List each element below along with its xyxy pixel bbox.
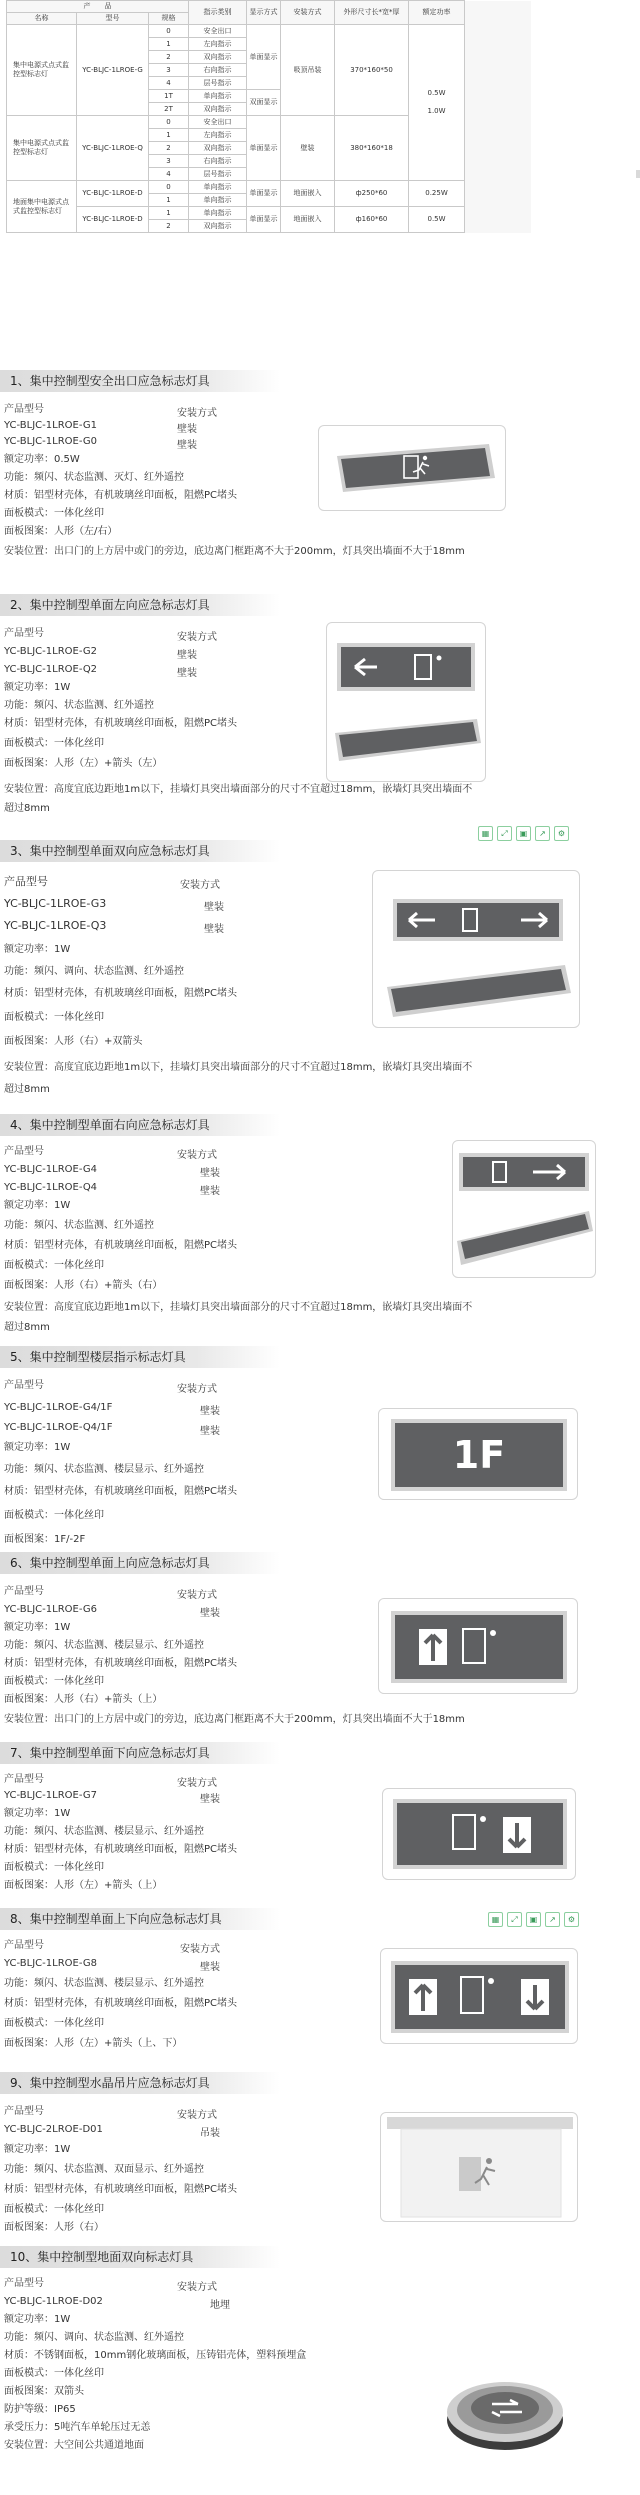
g3-power: 0.25W <box>409 181 465 207</box>
model-number: YC-BLJC-1LROE-G7 <box>4 1790 97 1801</box>
g2-code: 2 <box>149 142 189 155</box>
spec-line: 安装位置：高度宜底边距地1m以下，挂墙灯具突出墙面部分的尺寸不宜超过18mm，嵌墙灯具突出墙面不 <box>4 1302 473 1313</box>
model-number: YC-BLJC-1LROE-G1 <box>4 420 97 431</box>
section-title: 3、集中控制型单面双向应急标志灯具 <box>0 840 280 862</box>
g3-code: 0 <box>149 181 189 194</box>
install-type: 壁装 <box>200 1962 220 1973</box>
g3-code: 2 <box>149 220 189 233</box>
settings-icon[interactable]: ⚙ <box>564 1912 579 1927</box>
spec-line: 面板图案：人形（右） <box>4 2222 104 2233</box>
qr-icon[interactable]: ▦ <box>478 826 493 841</box>
spec-line: 功能：频闪、状态监测、红外遥控 <box>4 1220 154 1231</box>
up-sign-photo <box>378 1598 578 1694</box>
install-header: 安装方式 <box>177 2282 217 2293</box>
install-type: 壁装 <box>204 902 224 913</box>
spec-line: 超过8mm <box>4 1084 50 1095</box>
left-sign-photo <box>326 622 486 782</box>
spec-line: 面板图案：1F/-2F <box>4 1534 86 1545</box>
model-header: 产品型号 <box>4 1774 44 1785</box>
install-type: 壁装 <box>200 1426 220 1437</box>
model-header: 产品型号 <box>4 404 44 415</box>
g1-ind: 安全出口 <box>189 25 247 38</box>
spec-line: 面板模式：一体化丝印 <box>4 1510 104 1521</box>
spec-line: 面板图案：双箭头 <box>4 2386 84 2397</box>
section-title: 8、集中控制型单面上下向应急标志灯具 <box>0 1908 280 1930</box>
g1-ind: 双向指示 <box>189 103 247 116</box>
g1-model: YC-BLJC-1LROE-G <box>77 25 149 116</box>
section-title: 7、集中控制型单面下向应急标志灯具 <box>0 1742 280 1764</box>
model-number: YC-BLJC-1LROE-G3 <box>4 897 107 910</box>
spec-line: 面板模式：一体化丝印 <box>4 508 104 519</box>
spec-line: 额定功率：1W <box>4 1442 71 1453</box>
install-header: 安装方式 <box>177 1150 217 1161</box>
model-number: YC-BLJC-1LROE-G8 <box>4 1958 97 1969</box>
spec-line: 安装位置：高度宜底边距地1m以下，挂墙灯具突出墙面部分的尺寸不宜超过18mm，嵌墙灯具突出墙面不 <box>4 1062 473 1073</box>
g3-model-b: YC-BLJC-1LROE-D <box>77 207 149 233</box>
spec-line: 功能：频闪、状态监测、双面显示、红外遥控 <box>4 2164 204 2175</box>
spec-line: 安装位置：出口门的上方居中或门的旁边，底边离门框距离不大于200mm，灯具突出墙面不大于18mm <box>4 546 465 557</box>
g2-ind: 安全出口 <box>189 116 247 129</box>
spec-line: 功能：频闪、状态监测、灭灯、红外遥控 <box>4 472 184 483</box>
install-header: 安装方式 <box>177 1778 217 1789</box>
model-number: YC-BLJC-1LROE-G2 <box>4 646 97 657</box>
g3-code: 1 <box>149 194 189 207</box>
model-number: YC-BLJC-1LROE-G6 <box>4 1604 97 1615</box>
updown-sign-image <box>381 1949 579 2045</box>
spec-line: 超过8mm <box>4 1322 50 1333</box>
spec-line: 安装位置：高度宜底边距地1m以下，挂墙灯具突出墙面部分的尺寸不宜超过18mm，嵌墙灯具突出墙面不 <box>4 784 473 795</box>
spec-line: 功能：频闪、状态监测、楼层显示、红外遥控 <box>4 1464 204 1475</box>
spec-line: 面板模式：一体化丝印 <box>4 1260 104 1271</box>
model-number: YC-BLJC-1LROE-G4 <box>4 1164 97 1175</box>
spec-line: 功能：频闪、调向、状态监测、红外遥控 <box>4 966 184 977</box>
g1-ind: 双向指示 <box>189 51 247 64</box>
g3-ind: 双向指示 <box>189 220 247 233</box>
g2-model: YC-BLJC-1LROE-Q <box>77 116 149 181</box>
right-sign-image <box>453 1141 597 1279</box>
updown-sign-photo <box>380 1948 578 2044</box>
spec-line: 面板模式：一体化丝印 <box>4 1676 104 1687</box>
install-header: 安装方式 <box>177 632 217 643</box>
spec-line: 材质：不锈钢面板，10mm钢化玻璃面板，压铸铝壳体，塑料预埋盒 <box>4 2350 307 2361</box>
g2-size: 380*160*18 <box>335 116 409 181</box>
g1-code: 2T <box>149 103 189 116</box>
image-icon[interactable]: ▣ <box>516 826 531 841</box>
power-a: 0.5W <box>427 89 446 97</box>
share-icon[interactable]: ↗ <box>535 826 550 841</box>
model-number: YC-BLJC-1LROE-D02 <box>4 2296 103 2307</box>
g3-power: 0.5W <box>409 207 465 233</box>
g3-size: ф250*60 <box>335 181 409 207</box>
spec-line: 材质：铝型材壳体，有机玻璃丝印面板，阻燃PC堵头 <box>4 1844 238 1855</box>
section-title: 5、集中控制型楼层指示标志灯具 <box>0 1346 280 1368</box>
double-sign-photo <box>372 870 580 1028</box>
install-type: 壁装 <box>177 650 197 661</box>
down-sign-image <box>383 1789 577 1881</box>
section-title: 4、集中控制型单面右向应急标志灯具 <box>0 1114 280 1136</box>
spec-line: 安装位置：出口门的上方居中或门的旁边，底边离门框距离不大于200mm，灯具突出墙面不大于18mm <box>4 1714 465 1725</box>
image-toolbar <box>478 826 569 841</box>
spec-line: 材质：铝型材壳体，有机玻璃丝印面板，阻燃PC堵头 <box>4 1998 238 2009</box>
g2-display: 单面显示 <box>247 116 281 181</box>
install-type: 壁装 <box>177 440 197 451</box>
page-scroll-marker <box>636 170 640 178</box>
model-header: 产品型号 <box>4 2278 44 2289</box>
model-number: YC-BLJC-1LROE-Q3 <box>4 919 107 932</box>
spec-line: 超过8mm <box>4 803 50 814</box>
spec-line: 面板图案：人形（左）+箭头（上、下） <box>4 2038 183 2049</box>
model-header: 产品型号 <box>4 1380 44 1391</box>
spec-line: 面板模式：一体化丝印 <box>4 2018 104 2029</box>
th-display: 显示方式 <box>247 1 281 25</box>
model-number: YC-BLJC-1LROE-Q4/1F <box>4 1422 113 1433</box>
spec-line: 面板模式：一体化丝印 <box>4 2368 104 2379</box>
spec-line: 额定功率：1W <box>4 1622 71 1633</box>
section-title: 10、集中控制型地面双向标志灯具 <box>0 2246 280 2268</box>
spec-line: 功能：频闪、状态监测、楼层显示、红外遥控 <box>4 1978 204 1989</box>
model-header: 产品型号 <box>4 628 44 639</box>
model-number: YC-BLJC-1LROE-Q2 <box>4 664 98 675</box>
share-icon[interactable]: ↗ <box>545 1912 560 1927</box>
g1-code: 1T <box>149 90 189 103</box>
g1-display-b: 双面显示 <box>247 90 281 116</box>
g1-code: 1 <box>149 38 189 51</box>
left-sign-image <box>327 623 487 783</box>
expand-icon[interactable]: ⤢ <box>507 1912 522 1927</box>
model-number: YC-BLJC-1LROE-Q4 <box>4 1182 98 1193</box>
spec-table <box>6 0 530 356</box>
floor-number: 1F <box>452 1433 506 1477</box>
install-type: 壁装 <box>200 1406 220 1417</box>
install-header: 安装方式 <box>177 1384 217 1395</box>
floor-light-image <box>440 2300 570 2474</box>
expand-icon[interactable]: ⤢ <box>497 826 512 841</box>
install-type: 地埋 <box>210 2300 230 2311</box>
spec-line: 材质：铝型材壳体，有机玻璃丝印面板，阻燃PC堵头 <box>4 1658 238 1669</box>
g3-size: ф160*60 <box>335 207 409 233</box>
exit-sign-image <box>319 426 507 512</box>
g3-ind: 单向指示 <box>189 181 247 194</box>
g1-code: 4 <box>149 77 189 90</box>
model-number: YC-BLJC-1LROE-G4/1F <box>4 1402 113 1413</box>
section-title: 2、集中控制型单面左向应急标志灯具 <box>0 594 280 616</box>
install-type: 壁装 <box>177 424 197 435</box>
settings-icon[interactable]: ⚙ <box>554 826 569 841</box>
th-code: 规格 <box>149 13 189 25</box>
g2-install: 壁装 <box>281 116 335 181</box>
g3-install: 地面嵌入 <box>281 181 335 207</box>
install-header: 安装方式 <box>177 1590 217 1601</box>
spec-line: 面板模式：一体化丝印 <box>4 1012 104 1023</box>
spec-line: 额定功率：0.5W <box>4 454 80 465</box>
power-b: 1.0W <box>427 107 446 115</box>
g1-name: 集中电源式点式监控型标志灯 <box>7 25 77 116</box>
install-type: 壁装 <box>200 1794 220 1805</box>
right-sign-photo <box>452 1140 596 1278</box>
crystal-sign-image <box>381 2113 579 2223</box>
model-header: 产品型号 <box>4 1940 44 1951</box>
spec-line: 额定功率：1W <box>4 2144 71 2155</box>
g2-code: 1 <box>149 129 189 142</box>
spec-line: 材质：铝型材壳体，有机玻璃丝印面板，阻燃PC堵头 <box>4 2184 238 2195</box>
g1-ind: 层号指示 <box>189 77 247 90</box>
g2-ind: 双向指示 <box>189 142 247 155</box>
floor-sign-photo <box>378 1408 578 1500</box>
g2-ind: 左向指示 <box>189 129 247 142</box>
double-sign-image <box>373 871 581 1029</box>
g1-code: 0 <box>149 25 189 38</box>
spec-line: 额定功率：1W <box>4 1808 71 1819</box>
install-type: 壁装 <box>204 924 224 935</box>
g2-name: 集中电源式点式监控型标志灯 <box>7 116 77 181</box>
spec-line: 面板图案：人形（左）+箭头（上） <box>4 1880 163 1891</box>
g1-code: 3 <box>149 64 189 77</box>
image-toolbar <box>488 1912 579 1927</box>
g1-ind: 右向指示 <box>189 64 247 77</box>
g3-code: 1 <box>149 207 189 220</box>
power-cell <box>409 25 465 181</box>
spec-line: 防护等级：IP65 <box>4 2404 76 2415</box>
g1-size: 370*160*50 <box>335 25 409 116</box>
down-sign-photo <box>382 1788 576 1880</box>
section-title: 9、集中控制型水晶吊片应急标志灯具 <box>0 2072 280 2094</box>
g3-install: 地面嵌入 <box>281 207 335 233</box>
g3-model-a: YC-BLJC-1LROE-D <box>77 181 149 207</box>
model-header: 产品型号 <box>4 2106 44 2117</box>
spec-line: 功能：频闪、状态监测、楼层显示、红外遥控 <box>4 1640 204 1651</box>
th-install: 安装方式 <box>281 1 335 25</box>
crystal-sign-photo <box>380 2112 578 2222</box>
th-model: 型号 <box>77 13 149 25</box>
g1-display-a: 单面显示 <box>247 25 281 90</box>
spec-line: 面板图案：人形（左）+箭头（左） <box>4 758 163 769</box>
spec-line: 功能：频闪、状态监测、红外遥控 <box>4 700 154 711</box>
spec-line: 材质：铝型材壳体，有机玻璃丝印面板，阻燃PC堵头 <box>4 1486 238 1497</box>
g3-ind: 单向指示 <box>189 194 247 207</box>
spec-line: 安装位置：大空间公共通道地面 <box>4 2440 144 2451</box>
model-number: YC-BLJC-2LROE-D01 <box>4 2124 103 2135</box>
floor-light-photo <box>440 2300 570 2474</box>
install-header: 安装方式 <box>180 1944 220 1955</box>
install-type: 壁装 <box>200 1186 220 1197</box>
th-product: 产 品 <box>7 1 189 13</box>
install-type: 吊装 <box>200 2128 220 2139</box>
qr-icon[interactable]: ▦ <box>488 1912 503 1927</box>
g1-install: 吸顶吊装 <box>281 25 335 116</box>
spec-line: 功能：频闪、状态监测、楼层显示、红外遥控 <box>4 1826 204 1837</box>
th-power: 额定功率 <box>409 1 465 25</box>
spec-line: 面板图案：人形（左/右） <box>4 526 118 537</box>
g2-ind: 右向指示 <box>189 155 247 168</box>
g2-ind: 层号指示 <box>189 168 247 181</box>
th-name: 名称 <box>7 13 77 25</box>
spec-line: 面板模式：一体化丝印 <box>4 2204 104 2215</box>
g2-code: 4 <box>149 168 189 181</box>
spec-line: 材质：铝型材壳体，有机玻璃丝印面板，阻燃PC堵头 <box>4 988 238 999</box>
install-type: 壁装 <box>200 1608 220 1619</box>
th-indication: 指示类别 <box>189 1 247 25</box>
g1-code: 2 <box>149 51 189 64</box>
g3-name: 地面集中电源式点式监控型标志灯 <box>7 181 77 233</box>
spec-line: 面板模式：一体化丝印 <box>4 1862 104 1873</box>
g2-code: 0 <box>149 116 189 129</box>
exit-sign-photo <box>318 425 506 511</box>
up-sign-image <box>379 1599 579 1695</box>
g1-ind: 单向指示 <box>189 90 247 103</box>
install-type: 壁装 <box>177 668 197 679</box>
spec-line: 功能：频闪、调向、状态监测、红外遥控 <box>4 2332 184 2343</box>
spec-line: 面板图案：人形（右）+箭头（上） <box>4 1694 163 1705</box>
g2-code: 3 <box>149 155 189 168</box>
g1-ind: 左向指示 <box>189 38 247 51</box>
model-header: 产品型号 <box>4 1586 44 1597</box>
model-header: 产品型号 <box>4 875 48 888</box>
g3-display: 单面显示 <box>247 181 281 207</box>
section-title: 1、集中控制型安全出口应急标志灯具 <box>0 370 280 392</box>
model-number: YC-BLJC-1LROE-G0 <box>4 436 97 447</box>
spec-line: 额定功率：1W <box>4 2314 71 2325</box>
spec-line: 材质：铝型材壳体，有机玻璃丝印面板，阻燃PC堵头 <box>4 490 238 501</box>
spec-line: 额定功率：1W <box>4 1200 71 1211</box>
install-header: 安装方式 <box>177 2110 217 2121</box>
install-header: 安装方式 <box>180 880 220 891</box>
g3-display: 单面显示 <box>247 207 281 233</box>
spec-line: 承受压力：5吨汽车单轮压过无恙 <box>4 2422 151 2433</box>
spec-line: 材质：铝型材壳体，有机玻璃丝印面板，阻燃PC堵头 <box>4 718 238 729</box>
install-header: 安装方式 <box>177 408 217 419</box>
th-size: 外形尺寸长*宽*厚 <box>335 1 409 25</box>
spec-line: 面板模式：一体化丝印 <box>4 738 104 749</box>
image-icon[interactable]: ▣ <box>526 1912 541 1927</box>
spec-line: 额定功率：1W <box>4 682 71 693</box>
g3-ind: 单向指示 <box>189 207 247 220</box>
spec-line: 面板图案：人形（右）+箭头（右） <box>4 1280 163 1291</box>
spec-line: 材质：铝型材壳体，有机玻璃丝印面板，阻燃PC堵头 <box>4 1240 238 1251</box>
spec-line: 额定功率：1W <box>4 944 71 955</box>
install-type: 壁装 <box>200 1168 220 1179</box>
spec-line: 面板图案：人形（右）+双箭头 <box>4 1036 143 1047</box>
section-title: 6、集中控制型单面上向应急标志灯具 <box>0 1552 280 1574</box>
model-header: 产品型号 <box>4 1146 44 1157</box>
